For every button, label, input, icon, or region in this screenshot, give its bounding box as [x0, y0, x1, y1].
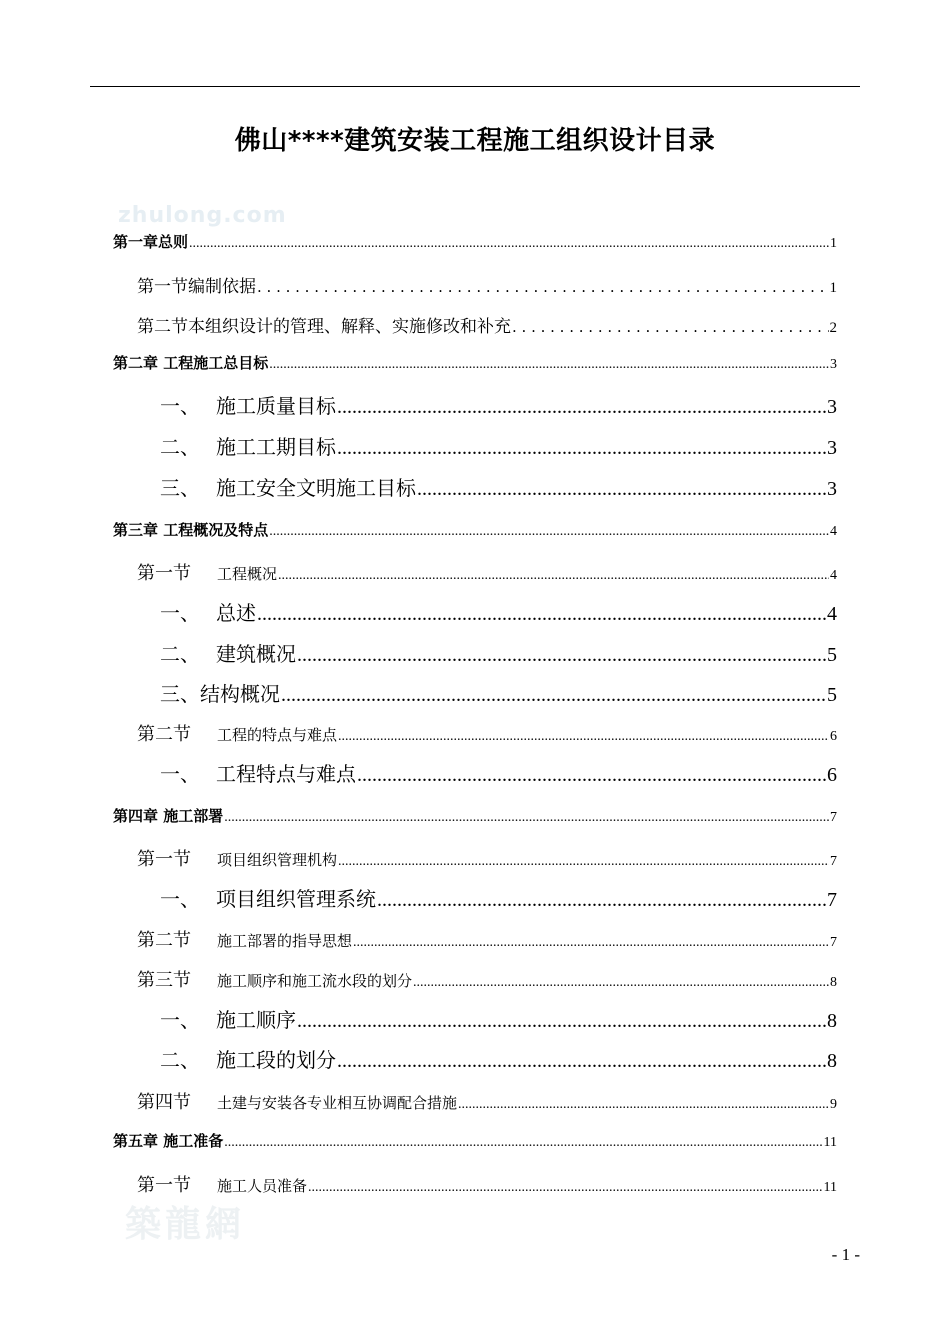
toc-entry[interactable] — [160, 431, 837, 460]
toc-entry-number: 二、 — [160, 1048, 200, 1072]
toc-leader — [377, 889, 826, 912]
toc-entry-label: 第四章 施工部署 — [113, 807, 224, 825]
toc-entry-text: 施工人员准备 — [217, 1177, 308, 1195]
toc-entry-page: 4 — [830, 524, 837, 539]
toc-entry-label — [137, 720, 337, 746]
toc-entry-number: 第一节 — [137, 849, 191, 870]
toc-entry-label: 三、结构概况 — [160, 682, 280, 706]
toc-entry-text: 项目组织管理系统 — [216, 887, 376, 911]
toc-entry-number: 第二节 — [137, 930, 191, 951]
toc-entry-text: 工程特点与难点 — [216, 762, 356, 786]
toc-leader — [257, 277, 829, 297]
toc-entry-number: 一、 — [160, 1008, 200, 1032]
toc-entry[interactable] — [137, 966, 837, 992]
document-title: 佛山****建筑安装工程施工组织设计目录 — [234, 126, 716, 156]
toc-entry-number: 第四节 — [137, 1092, 191, 1113]
toc-entry[interactable] — [137, 559, 837, 585]
toc-entry-number: 二、 — [160, 435, 200, 459]
toc-entry[interactable] — [160, 472, 837, 501]
toc-entry-label: 第一节编制依据 — [137, 277, 256, 297]
toc-entry-text: 施工质量目标 — [216, 394, 336, 418]
toc-entry[interactable] — [137, 845, 837, 871]
toc-entry[interactable] — [160, 638, 837, 667]
toc-entry-text: 总述 — [216, 601, 256, 625]
toc-entry-page: 1 — [830, 236, 837, 251]
toc-entry-number: 二、 — [160, 642, 200, 666]
toc-leader — [269, 357, 829, 373]
toc-leader — [281, 684, 826, 707]
toc-leader — [337, 396, 826, 419]
toc-entry[interactable] — [160, 597, 837, 626]
toc-entry-label — [137, 926, 352, 952]
toc-entry-text: 项目组织管理机构 — [217, 851, 338, 869]
toc-entry[interactable] — [160, 1004, 837, 1033]
toc-entry-label: 第二节本组织设计的管理、解释、实施修改和补充 — [137, 317, 511, 337]
toc-leader — [308, 1180, 823, 1196]
toc-entry[interactable] — [160, 678, 837, 707]
toc-entry[interactable] — [137, 926, 837, 952]
toc-entry[interactable] — [160, 390, 837, 419]
toc-entry[interactable] — [137, 272, 837, 297]
toc-leader — [337, 1050, 826, 1073]
toc-entry[interactable] — [137, 1171, 837, 1197]
toc-entry-page: 3 — [830, 357, 837, 372]
toc-entry[interactable] — [160, 758, 837, 787]
toc-entry[interactable] — [113, 805, 837, 826]
toc-entry-number: 一、 — [160, 762, 200, 786]
toc-entry-page: 7 — [827, 889, 837, 911]
toc-entry-page: 11 — [823, 1180, 837, 1195]
toc-entry-page: 6 — [827, 764, 837, 786]
toc-entry-text: 土建与安装各专业相互协调配合措施 — [217, 1094, 458, 1112]
toc-entry-label — [160, 390, 336, 419]
toc-entry-page: 7 — [830, 935, 837, 950]
toc-entry-label — [160, 472, 416, 501]
toc-entry-number: 一、 — [160, 601, 200, 625]
toc-leader — [357, 764, 826, 787]
toc-entry[interactable] — [137, 1088, 837, 1114]
toc-leader — [338, 854, 829, 870]
toc-entry-label — [137, 1171, 307, 1197]
toc-leader — [189, 236, 829, 252]
toc-leader — [512, 317, 829, 337]
toc-entry-page: 2 — [829, 320, 837, 336]
toc-entry[interactable] — [113, 1130, 837, 1151]
toc-leader — [257, 603, 826, 626]
toc-entry-label: 第一章总则 — [113, 233, 189, 251]
toc-entry-label — [160, 1004, 296, 1033]
toc-leader — [353, 935, 829, 951]
toc-entry-page: 3 — [827, 396, 837, 418]
toc-leader — [224, 810, 829, 826]
toc-entry-page: 5 — [827, 644, 837, 666]
toc-entry-label — [160, 883, 376, 912]
toc-entry-page: 1 — [829, 280, 837, 296]
toc-entry[interactable] — [113, 519, 837, 540]
toc-entry-page: 3 — [827, 478, 837, 500]
toc-entry[interactable] — [113, 231, 837, 252]
toc-entry-label — [160, 431, 336, 460]
toc-entry-text: 施工工期目标 — [216, 435, 336, 459]
toc-leader — [338, 729, 829, 745]
header-rule — [90, 86, 860, 87]
toc-entry-number: 一、 — [160, 394, 200, 418]
toc-entry-label — [137, 845, 337, 871]
toc-entry-label — [137, 559, 277, 585]
toc-entry-number: 第二节 — [137, 724, 191, 745]
toc-entry-text: 工程概况 — [217, 565, 278, 583]
toc-entry-page: 7 — [830, 854, 837, 869]
toc-leader — [417, 478, 826, 501]
toc-entry-page: 8 — [830, 975, 837, 990]
toc-entry-label: 第三章 工程概况及特点 — [113, 521, 269, 539]
toc-entry[interactable] — [160, 1044, 837, 1073]
toc-leader — [337, 437, 826, 460]
toc-entry-text: 施工安全文明施工目标 — [216, 476, 416, 500]
toc-entry-number: 第三节 — [137, 970, 191, 991]
watermark-logo-bottom: 築龍網 — [125, 1203, 246, 1245]
toc-entry-page: 4 — [830, 568, 837, 583]
toc-entry-text: 施工部署的指导思想 — [217, 932, 353, 950]
toc-entry-number: 第一节 — [137, 563, 191, 584]
toc-entry-page: 11 — [823, 1135, 837, 1150]
toc-entry-page: 9 — [830, 1097, 837, 1112]
toc-entry-label: 第二章 工程施工总目标 — [113, 354, 269, 372]
toc-entry[interactable] — [113, 352, 837, 373]
page-number: - 1 - — [831, 1245, 860, 1264]
toc-entry[interactable] — [137, 312, 837, 337]
toc-entry-text: 工程的特点与难点 — [217, 726, 338, 744]
toc-entry-page: 4 — [827, 603, 837, 625]
toc-leader — [297, 644, 826, 667]
toc-leader — [278, 568, 829, 584]
toc-entry-text: 施工顺序和施工流水段的划分 — [217, 972, 413, 990]
toc-entry-page: 3 — [827, 437, 837, 459]
toc-entry-label — [160, 1044, 336, 1073]
watermark-logo-top: zhulong.com — [118, 203, 287, 228]
toc-leader — [269, 524, 829, 540]
toc-entry-number: 第一节 — [137, 1175, 191, 1196]
toc-leader — [297, 1010, 826, 1033]
toc-leader — [458, 1097, 829, 1113]
toc-entry-number: 一、 — [160, 887, 200, 911]
toc-entry-number: 三、 — [160, 476, 200, 500]
toc-entry-label: 第五章 施工准备 — [113, 1132, 224, 1150]
toc-entry-label — [137, 1088, 457, 1114]
toc-entry-page: 7 — [830, 810, 837, 825]
toc-entry-text: 建筑概况 — [216, 642, 296, 666]
toc-leader — [413, 975, 829, 991]
toc-leader — [224, 1135, 822, 1151]
toc-entry-label — [160, 597, 256, 626]
toc-entry-page: 5 — [827, 684, 837, 706]
toc-entry[interactable] — [137, 720, 837, 746]
toc-entry-text: 施工段的划分 — [216, 1048, 336, 1072]
toc-entry-page: 8 — [827, 1010, 837, 1032]
toc-entry[interactable] — [160, 883, 837, 912]
toc-entry-text: 施工顺序 — [216, 1008, 296, 1032]
toc-entry-label — [160, 758, 356, 787]
toc-entry-page: 6 — [830, 729, 837, 744]
toc-entry-label — [137, 966, 412, 992]
toc-entry-label — [160, 638, 296, 667]
toc-entry-page: 8 — [827, 1050, 837, 1072]
